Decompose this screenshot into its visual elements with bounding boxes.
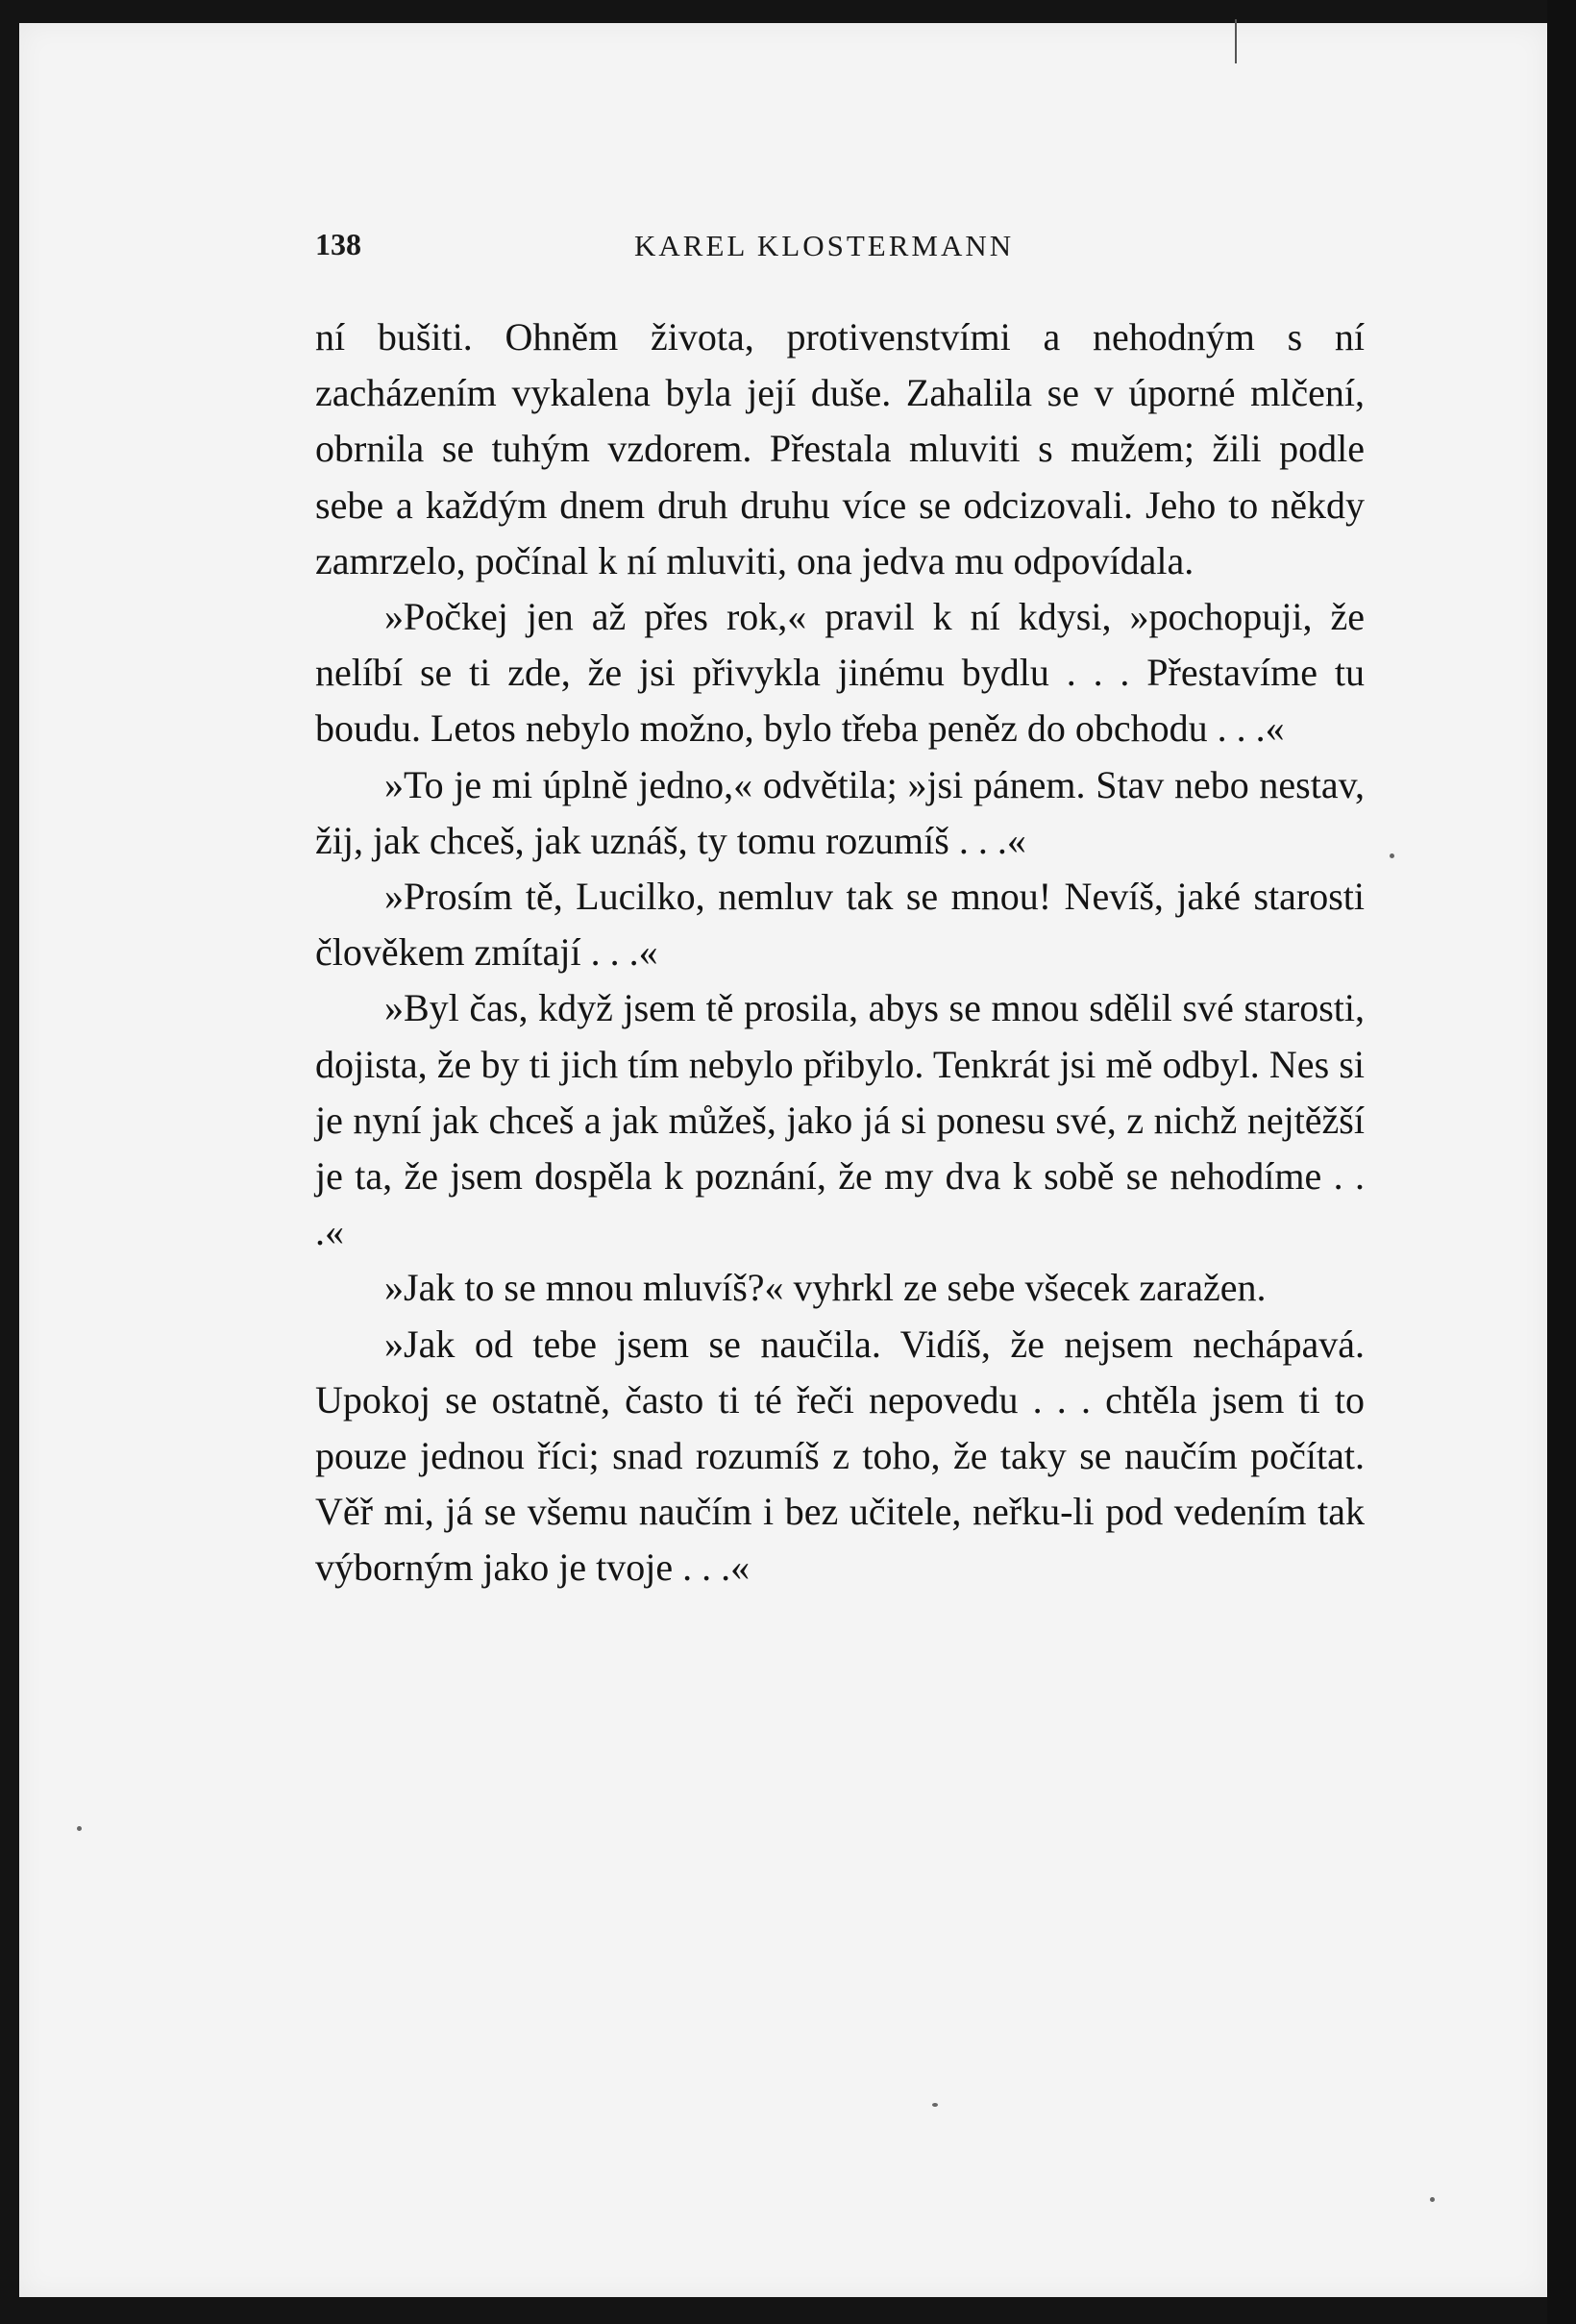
paragraph: »Jak to se mnou mluvíš?« vyhrkl ze sebe všecek zaražen. [384,1266,1267,1310]
paragraph: »To je mi úplně jedno,« odvětila; »jsi pánem. Stav nebo nestav, žij, jak chceš, jak uznáš, ty tomu rozumíš . . .« [315,762,1365,862]
scan-speck [932,2103,938,2107]
body-text [315,309,1365,1596]
scan-speck [1390,853,1394,858]
page-number: 138 [315,227,361,261]
scan-speck [77,1826,82,1831]
paragraph: »Jak od tebe jsem se naučila. Vidíš, že nejsem nechápavá. Upokoj se ostatně, často ti té řeči nepovedu . . . chtěla jsem ti to pouze jednou říci; snad rozumíš z toho, že taky se naučím počítat. Věř mi, já se všemu naučím i bez učitele, neřku-li pod vedením tak výborným jako je tvoje . . .« [315,1322,1365,1590]
paragraph: »Byl čas, když jsem tě prosila, abys se mnou sdělil své starosti, dojista, že by ti jich tím nebylo přibylo. Tenkrát jsi mě odbyl. Nes si je nyní jak chceš a jak můžeš, jako já si ponesu své, z nichž nejtěžší je ta, že jsem dospěla k poznání, že my dva k sobě se nehodíme . . .« [315,986,1365,1254]
paragraph: ní bušiti. Ohněm života, protivenstvími a nehodným s ní zacházením vykalena byla její duše. Zahalila se v úporné mlčení, obrnila se tuhým vzdorem. Přestala mluviti s mužem; žili podle sebe a každým dnem druh druhu více se odcizovali. Jeho to někdy zamrzelo, počínal k ní mluviti, ona jedva mu odpovídala. [315,315,1365,582]
scan-crop-mark [1235,19,1237,63]
paragraph: »Prosím tě, Lucilko, nemluv tak se mnou! Nevíš, jaké starosti člověkem zmítají . . .« [315,875,1365,975]
page-header [315,227,1365,265]
scan-speck [1430,2197,1435,2202]
paragraph: »Počkej jen až přes rok,« pravil k ní kdysi, »pochopuji, že nelíbí se ti zde, že jsi přivykla jinému bydlu . . . Přestavíme tu boudu. Letos nebylo možno, bylo třeba peněz do obchodu . . .« [315,595,1365,751]
scan-edge [1547,0,1576,2324]
running-head: KAREL KLOSTERMANN [634,229,1015,262]
